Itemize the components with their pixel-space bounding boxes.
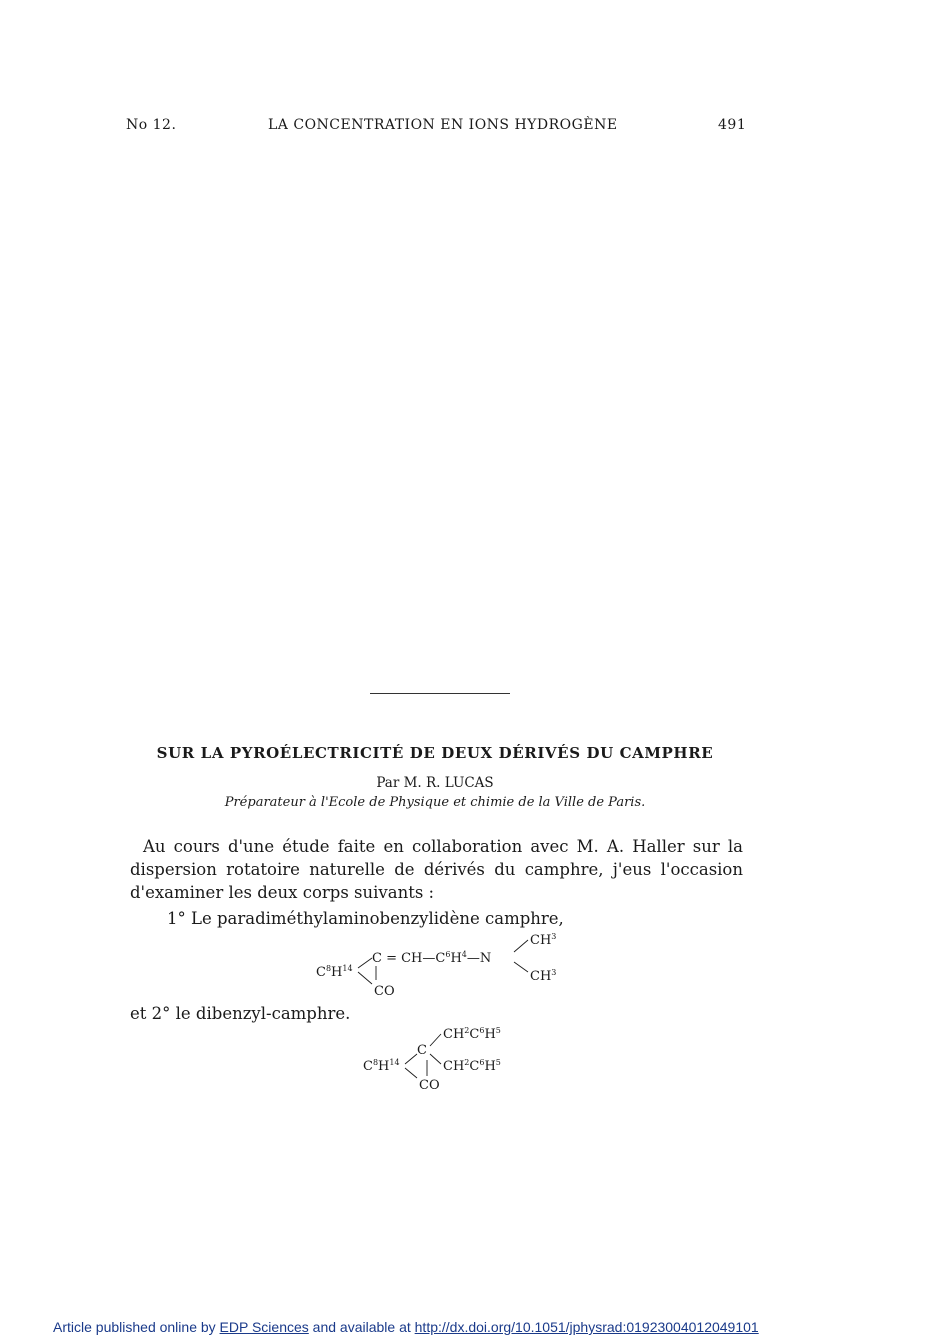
svg-text:CH2C6H5: $CH^2C^6H^5$ <box>443 1026 501 1042</box>
svg-text:CH3: $CH^3$ <box>530 932 557 948</box>
article-title: SUR LA PYROÉLECTRICITÉ DE DEUX DÉRIVÉS DU CAMPHRE <box>156 744 714 762</box>
compound-1-label: 1° Le paradiméthylaminobenzylidène camphre, <box>167 909 564 928</box>
compound-2-label: et 2° le dibenzyl-camphre. <box>130 1004 351 1023</box>
svg-text:C: C <box>417 1043 427 1058</box>
section-divider <box>370 693 510 694</box>
article-author: Par M. R. LUCAS <box>376 775 494 791</box>
doi-link[interactable]: http://dx.doi.org/10.1051/jphysrad:01923004012049101 <box>414 1319 759 1335</box>
page-number: 491 <box>718 117 747 133</box>
footer-prefix: Article published online by <box>53 1319 216 1335</box>
footer-middle: and available at <box>312 1319 411 1335</box>
svg-text:CO: CO <box>419 1078 440 1093</box>
edp-sciences-link[interactable]: EDP Sciences <box>219 1319 309 1335</box>
svg-text:CO: CO <box>374 984 395 999</box>
publication-footer <box>53 1319 759 1335</box>
svg-text:CH2C6H5: $CH^2C^6H^5$ <box>443 1058 501 1074</box>
running-header-title: LA CONCENTRATION EN IONS HYDROGÈNE <box>268 117 618 133</box>
author-affiliation: Préparateur à l'Ecole de Physique et chimie de la Ville de Paris. <box>224 795 646 810</box>
structural-formula-1 <box>300 928 580 1000</box>
svg-text:C8H14: $C^8H^{14}$ <box>363 1058 400 1074</box>
header-issue-number: No 12. <box>126 117 177 133</box>
svg-text:C = CH—C6H4—N: $C = CH—C^6H^4—N$ <box>372 950 492 966</box>
structural-formula-2 <box>355 1022 535 1094</box>
svg-text:C8H14: $C^8H^{14}$ <box>316 964 353 980</box>
intro-paragraph: Au cours d'une étude faite en collaboration avec M. A. Haller sur la dispersion rotatoire naturelle de dérivés du camphre, j'eus l'occasion d'examiner les deux corps suivants : <box>130 837 743 902</box>
svg-text:CH3: $CH^3$ <box>530 968 557 984</box>
